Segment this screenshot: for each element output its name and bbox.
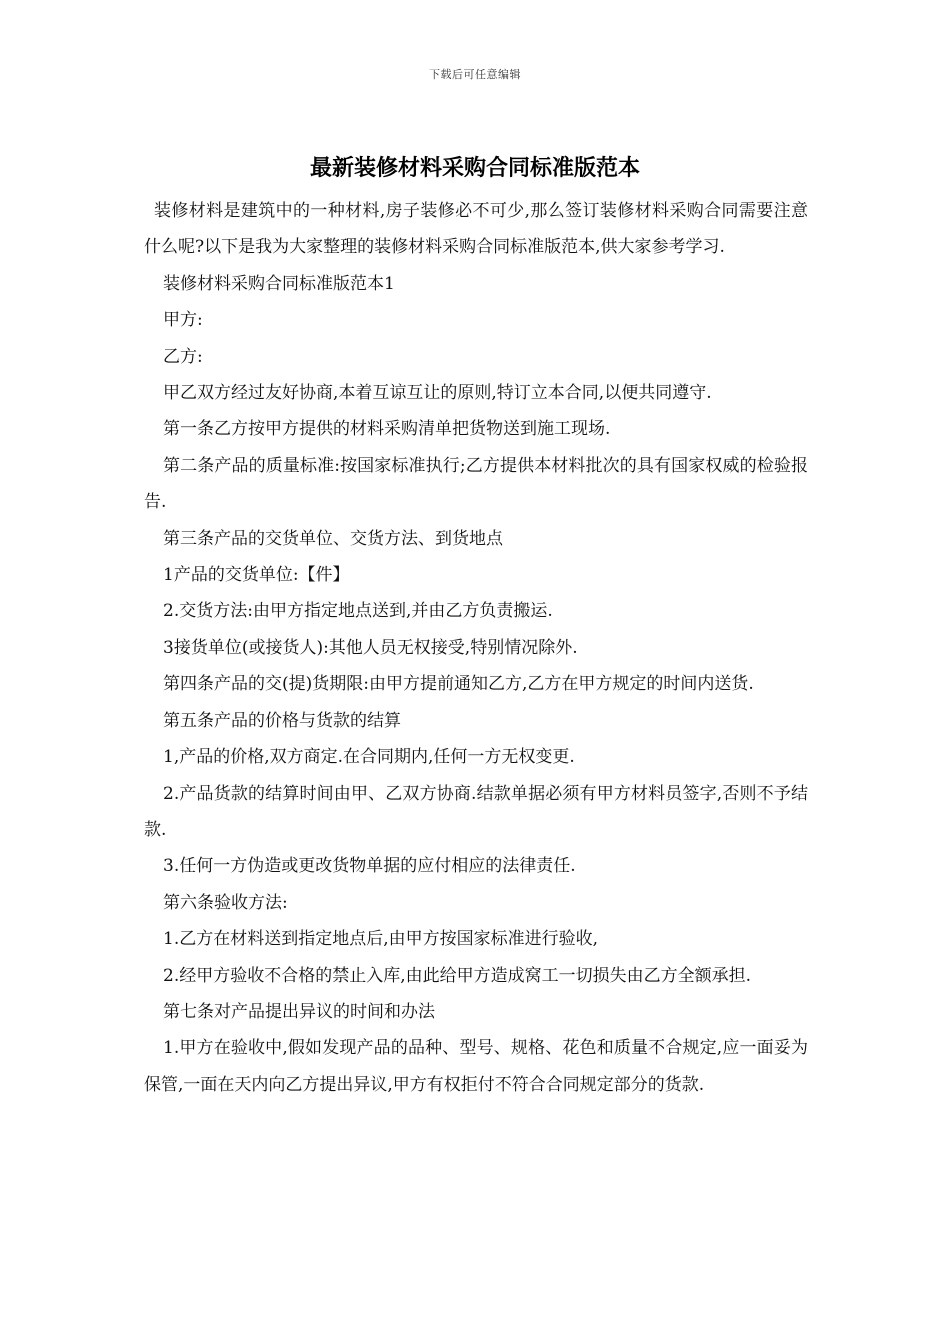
header-note: 下载后可任意编辑 [429,68,521,81]
paragraph: 2.产品货款的结算时间由甲、乙双方协商.结款单据必须有甲方材料员签字,否则不予结款. [144,783,808,840]
paragraph: 甲乙双方经过友好协商,本着互谅互让的原则,特订立本合同,以便共同遵守. [163,383,712,404]
paragraph: 2.交货方法:由甲方指定地点送到,并由乙方负责搬运. [163,601,553,622]
paragraph: 1.乙方在材料送到指定地点后,由甲方按国家标准进行验收, [163,929,599,950]
paragraph: 乙方: [163,346,203,367]
paragraph: 甲方: [163,310,203,331]
paragraph: 装修材料采购合同标准版范本1 [163,273,395,294]
paragraph: 1产品的交货单位:【件】 [163,565,350,586]
paragraph: 第三条产品的交货单位、交货方法、到货地点 [163,528,503,549]
paragraph: 2.经甲方验收不合格的禁止入库,由此给甲方造成窝工一切损失由乙方全额承担. [163,965,752,986]
paragraph: 3.任何一方伪造或更改货物单据的应付相应的法律责任. [163,856,576,877]
paragraph: 第六条验收方法: [163,892,288,913]
paragraph: 第四条产品的交(提)货期限:由甲方提前通知乙方,乙方在甲方规定的时间内送货. [163,674,754,695]
document-title: 最新装修材料采购合同标准版范本 [309,155,640,181]
paragraph: 第五条产品的价格与货款的结算 [163,710,401,731]
paragraph: 第二条产品的质量标准:按国家标准执行;乙方提供本材料批次的具有国家权威的检验报告. [144,455,808,513]
paragraph: 装修材料是建筑中的一种材料,房子装修必不可少,那么签订装修材料采购合同需要注意什么呢?以下是我为大家整理的装修材料采购合同标准版范本,供大家参考学习. [144,201,808,258]
paragraph: 3接货单位(或接货人):其他人员无权接受,特别情况除外. [163,637,578,658]
paragraph: 1.甲方在验收中,假如发现产品的品种、型号、规格、花色和质量不合规定,应一面妥为保管,一面在天内向乙方提出异议,甲方有权拒付不符合合同规定部分的货款. [144,1038,808,1095]
document-body [144,193,808,1103]
paragraph: 1,产品的价格,双方商定.在合同期内,任何一方无权变更. [163,747,575,768]
paragraph: 第一条乙方按甲方提供的材料采购清单把货物送到施工现场. [163,419,611,440]
paragraph: 第七条对产品提出异议的时间和办法 [163,1001,435,1022]
